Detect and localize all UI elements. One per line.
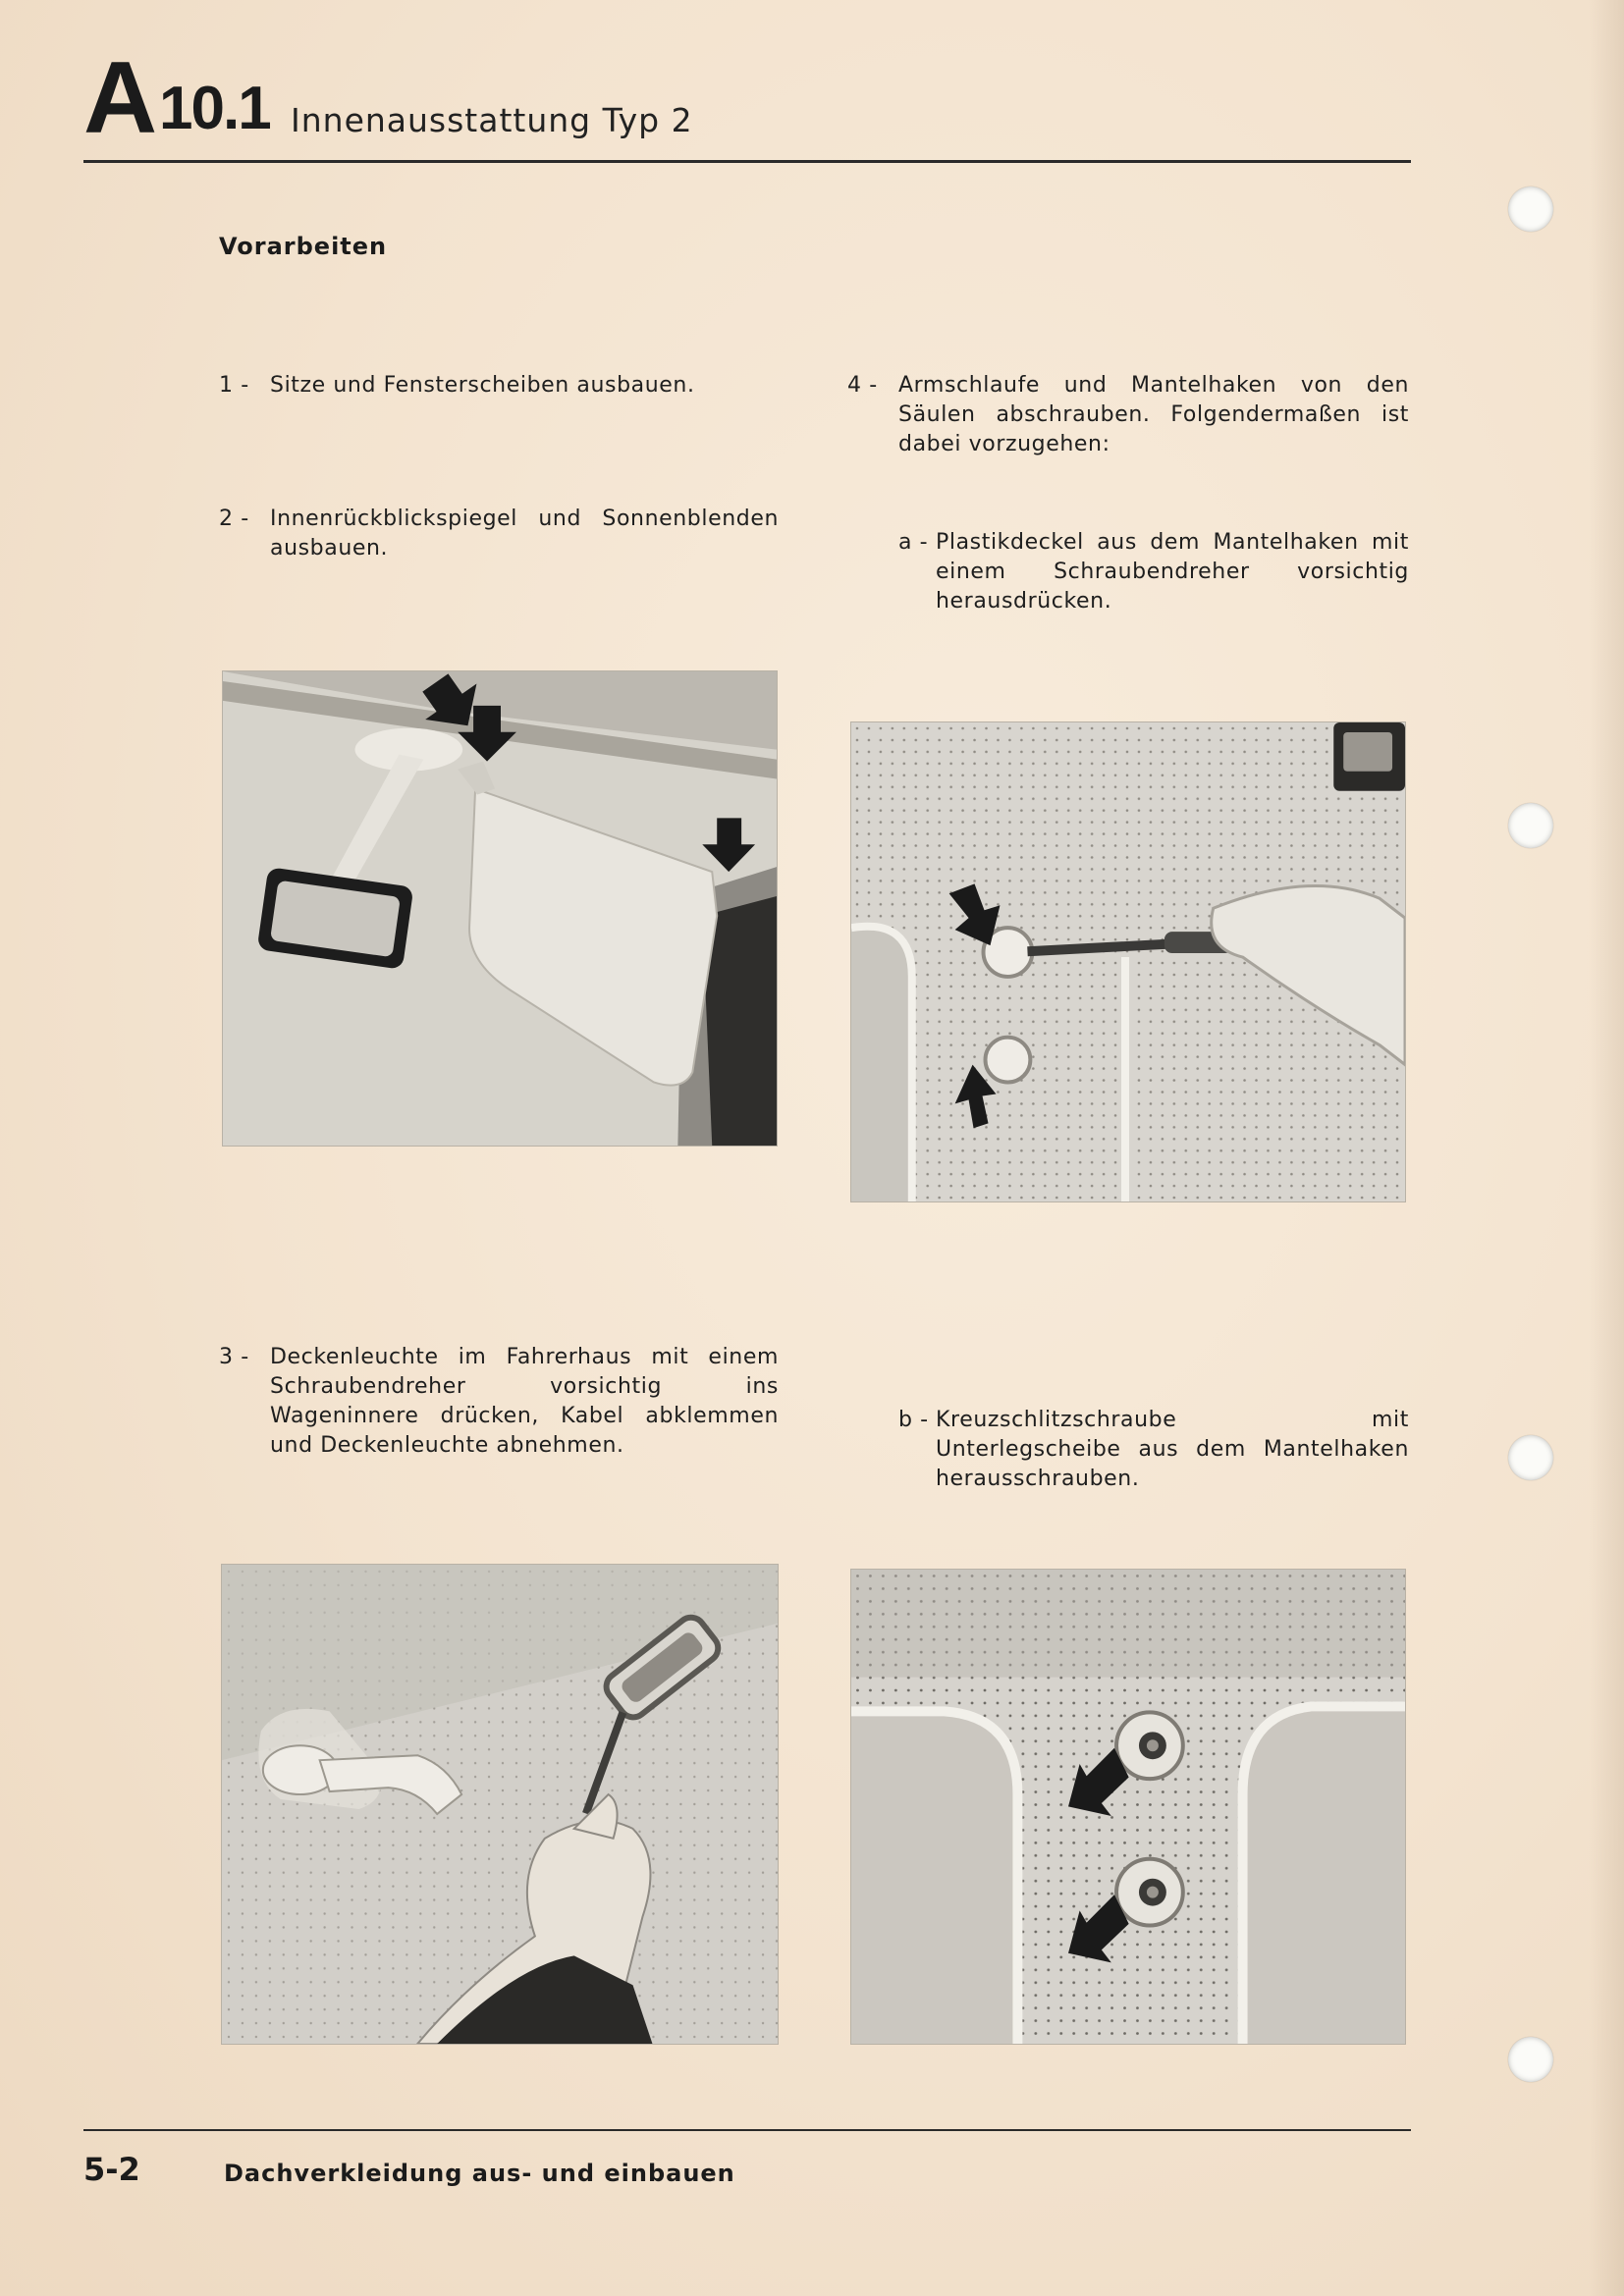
footer-rule [83, 2129, 1411, 2131]
substep-a [898, 528, 1409, 622]
substep-text: Kreuzschlitzschraube mit Unterlegscheibe aus dem Mantelhaken herausschrauben. [936, 1408, 1409, 1491]
page-title: Innenausstattung Typ 2 [291, 101, 693, 139]
step-number: 1 - [219, 373, 249, 398]
mirror-sunvisor-illustration [223, 671, 777, 1146]
photo-crosshead-screws [850, 1569, 1406, 2045]
step-text: Deckenleuchte im Fahrerhaus mit einem Schraubendreher vorsichtig ins Wageninnere drücken, Kabel abklemmen und Deckenleuchte abnehmen. [270, 1345, 779, 1458]
header-rule [83, 160, 1411, 163]
section-heading: Vorarbeiten [219, 233, 388, 260]
footer-title: Dachverkleidung aus- und einbauen [224, 2160, 735, 2187]
step-1 [219, 371, 779, 402]
crosshead-screws-illustration [851, 1570, 1405, 2044]
step-4 [847, 371, 1409, 465]
punch-hole [1508, 803, 1553, 848]
ceiling-light-illustration [222, 1565, 778, 2044]
page-edge-shadow [1589, 0, 1624, 2296]
substep-letter: b - [898, 1408, 929, 1432]
step-text: Innenrückblickspiegel und Sonnenblenden ausbauen. [270, 507, 779, 561]
step-number: 3 - [219, 1345, 249, 1369]
punch-hole [1508, 1435, 1553, 1480]
substep-text: Plastikdeckel aus dem Mantelhaken mit einem Schraubendreher vorsichtig herausdrücken. [936, 530, 1409, 614]
step-text: Sitze und Fensterscheiben ausbauen. [270, 373, 695, 398]
section-letter: A [83, 41, 154, 155]
page-number: 5-2 [83, 2151, 140, 2188]
substep-b [898, 1406, 1409, 1491]
photo-ceiling-light [221, 1564, 779, 2045]
coat-hook-cover-illustration [851, 722, 1405, 1201]
step-number: 4 - [847, 373, 878, 398]
step-2 [219, 505, 779, 567]
photo-coat-hook-cover [850, 721, 1406, 1202]
punch-hole [1508, 2037, 1553, 2082]
step-number: 2 - [219, 507, 249, 531]
section-number: 10.1 [159, 75, 270, 142]
photo-mirror-sunvisor [222, 670, 778, 1147]
step-text: Armschlaufe und Mantelhaken von den Säulen abschrauben. Folgendermaßen ist dabei vorzugehen: [898, 373, 1409, 456]
punch-hole [1508, 187, 1553, 232]
step-3 [219, 1343, 779, 1468]
substep-letter: a - [898, 530, 929, 555]
